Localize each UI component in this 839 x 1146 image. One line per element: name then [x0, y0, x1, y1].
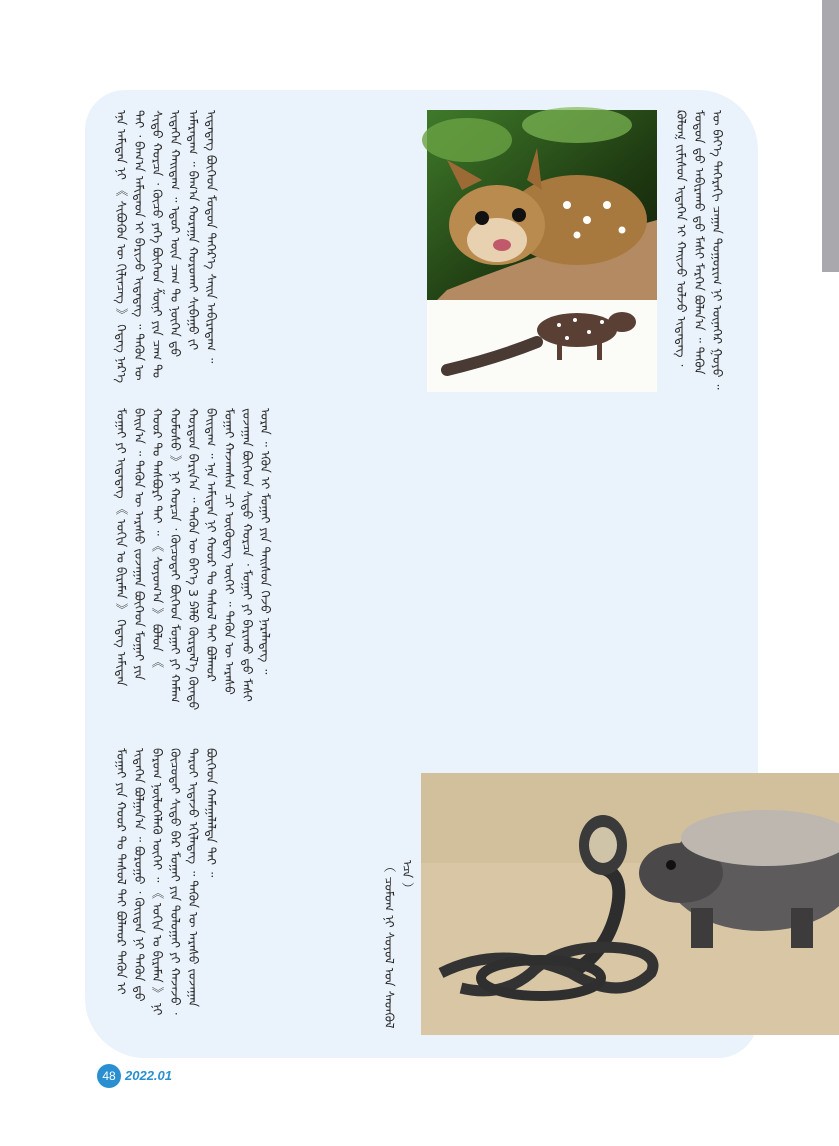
caption-text: （ ᠴᠣᠮᠣᠭ ᠨᠢ ᠰᠣᠶᠤᠯ ᠤᠨ ᠰᠡᠳᠭᠦᠯ ᠡᠴᠡ ）	[382, 860, 415, 1029]
bottom-paragraph: ᠮᠣᠭᠠᠢ ᠶᠢᠨ ᠬᠣᠣᠷ ᠲᠤ ᠳᠠᠰᠤᠯ ᠲᠠᠢ ᠪᠣᠯᠬᠣᠷ ᠲᠡᠭᠦᠨ ᠢ ᠢᠳᠡᠭᠡᠨ ᠪᠣᠯᠭᠠᠨ᠎ᠠ ᠃ ᠪᠣᠷᠣᠭᠤ ᠂ ᠬᠦᠢᠲᠡᠨ ᠨᠢ ᠲᠡᠭᠦᠨ ᠳ᠋ᠦ ᠪᠠᠷᠤᠭ ᠨᠥᠯᠦᠭᠡᠯᠡᠬᠦ ᠦᠭᠡᠢ ᠃ 《 ᠣᠬᠢᠨ ᠤ ᠪᠢᠷᠠᠮᠠᠨ 》 ᠨᠢ ᠬᠦᠴᠦᠲᠡᠢ ᠰᠢᠳᠦ ᠪᠠᠷ ᠮᠣᠭᠠᠢ ᠶᠢᠨ ᠲᠣᠯᠣᠭᠠᠢ ᠶᠢ ᠬᠠᠵᠠᠵᠤ ᠂ ᠳᠠᠷᠤᠢ ᠢᠳᠡᠵᠦ ᠡᠬᠢᠯᠡᠳᠡᠭ ᠃ ᠲᠡᠭᠦᠨ ᠦ ᠠᠷᠠᠰᠤ ᠵᠤᠵᠠᠭᠠᠨ ᠪᠥᠭᠡᠳ ᠬᠠᠮᠠᠭᠠᠯᠠᠯᠲᠠ ᠲᠠᠢ ᠃	[114, 748, 219, 1016]
text-column-top-right	[672, 110, 725, 392]
caption-column	[380, 860, 415, 1035]
badger-cobra-photo	[421, 773, 839, 1035]
page-edge-tab	[822, 0, 839, 272]
text-column-bottom	[112, 748, 372, 1033]
text-column-mid	[112, 408, 724, 713]
quoll-image	[427, 110, 657, 392]
top-right-paragraph: ᠺᠣᠯᠣᠬ᠋ ᠵᠢᠮᠢᠰᠦᠨ ᠢᠳᠡᠭᠡᠨ ᠢ ᠬᠠᠢᠵᠤ ᠣᠯᠵᠤ ᠢᠳᠡᠳᠡᠭ ᠂ ᠮᠣᠳᠣᠨ ᠳ᠋ᠤ ᠠᠪᠢᠷᠠᠬᠤ ᠳ᠋ᠤ ᠮᠠᠰᠢ ᠮᠡᠷᠭᠡᠨ ᠪᠣᠯᠠᠨ᠎ᠠ ᠃ ᠲᠡᠭᠦᠨ ᠦ ᠪᠡᠶ᠎ᠡ ᠳᠡᠭᠡᠷᠡᠬᠢ ᠴᠠᠭᠠᠨ ᠲᠣᠭᠣᠷᠢᠭ ᠨᠢ ᠦᠨᠡᠬᠡᠷ ᠭᠣᠶᠣ ᠃	[674, 110, 725, 390]
issue-label: 2022.01	[125, 1068, 172, 1083]
top-left-paragraph: ᠡᠨᠡ ᠠᠮᠢᠲᠠᠨ ᠨᠢ 《 ᠰᠢᠪᠦᠭᠦᠨ ᠦ ᠬᠢᠯᠢᠨᠴᠡᠭ 》 ᠭᠡᠳᠡᠭ ᠨᠡᠷ᠎ᠡ ᠲᠠᠢ ᠂ ᠪᠠᠭ᠎ᠠ ᠠᠮᠢᠲᠠᠳ ᠢ ᠪᠠᠷᠢᠵᠤ ᠢᠳᠡᠳᠡᠭ ᠃ ᠲᠡᠭᠦᠨ ᠦ ᠰᠢᠳᠦ ᠬᠤᠷᠴᠠ ᠂ ᠬᠦᠴᠦ ᠶᠡᠬᠡ ᠪᠥᠭᠡᠳ ᠱᠥᠨᠢ ᠶᠢᠨ ᠴᠠᠭ ᠲᠤ ᠢᠳᠡᠭᠡᠨ ᠬᠠᠢᠳᠠᠭ ᠃ ᠡᠳᠦᠷ ᠦᠨ ᠴᠠᠭ ᠲᠤ ᠨᠦᠬᠡᠨ ᠳ᠋ᠤ ᠠᠮᠠᠷᠠᠳᠠᠭ ᠃ ᠪᠠᠭ᠎ᠠ ᠬᠤᠷᠠᠭᠠ ᠬᠣᠷᠣᠬᠠᠢ ᠰᠢᠪᠠᠭᠤ ᠵᠢ ᠢᠳᠡᠳᠡᠭ ᠪᠥᠭᠡᠳ ᠮᠣᠳᠣᠨ ᠳᠡᠭᠡᠷ᠎ᠡ ᠰᠠᠢᠨ ᠠᠪᠢᠷᠠᠳᠠᠭ ᠃	[114, 110, 219, 384]
badger-cobra-image	[421, 773, 839, 1035]
quoll-photo	[427, 110, 657, 392]
text-column-top-left	[112, 110, 422, 392]
mid-paragraph: ᠮᠣᠭᠠᠢ ᠶᠢ ᠢᠳᠡᠳᠡᠭ 《 ᠣᠬᠢᠨ ᠤ ᠪᠢᠷᠠᠮᠠᠨ 》 ᠭᠡᠳᠡᠭ ᠠᠮᠢᠲᠠᠨ ᠪᠠᠢᠨ᠎ᠠ ᠃ ᠲᠡᠭᠦᠨ ᠦ ᠠᠷᠠᠰᠤ ᠵᠤᠵᠠᠭᠠᠨ ᠪᠥᠭᠡᠳ ᠮᠣᠭᠠᠢ ᠶᠢᠨ ᠬᠣᠣᠷ ᠲᠤ ᠲᠡᠰᠪᠦᠷᠢ ᠲᠠᠢ ᠃ 《 ᠰᠣᠶᠤᠭ᠎ᠠ 》 ᠪᠣᠯᠣᠨ 《 ᠬᠤᠮᠤᠰᠤ 》 ᠨᠢ ᠬᠤᠷᠴᠠ ᠂ ᠬᠦᠴᠦᠲᠡᠢ ᠪᠥᠭᠡᠳ ᠮᠣᠭᠠᠢ ᠶᠢ ᠬᠠᠮᠠᠭ ᠬᠤᠷᠳᠤᠨ ᠪᠠᠷᠢᠨ᠎ᠠ ᠃ ᠲᠡᠭᠦᠨ ᠦ ᠪᠡᠶ᠎ᠡ 3 ᠫᠡᠯᠦ ᠬᠦᠷᠲᠡᠯ᠎ᠡ ᠬᠦᠨᠳᠦ ᠪᠠᠢᠳᠠᠭ ᠃ ᠡᠨᠡ ᠠᠮᠢᠲᠠᠨ ᠨᠢ ᠬᠣᠣᠷ ᠲᠤ ᠳᠠᠰᠤᠯ ᠲᠠᠢ ᠪᠣᠯᠬᠣᠷ ᠮᠣᠭᠠᠢ ᠬᠠᠵᠠᠭᠰᠠᠨ ᠴᠢ ᠦᠬᠦᠳᠡᠭ ᠦᠭᠡᠢ ᠃ ᠲᠡᠭᠦᠨ ᠦ ᠠᠷᠠᠰᠤ ᠵᠤᠵᠠᠭᠠᠨ ᠪᠥᠭᠡᠳ ᠰᠢᠳᠦ ᠬᠤᠷᠴᠠ ᠂ ᠮᠣᠭᠠᠢ ᠶᠢ ᠪᠠᠷᠢᠬᠤ ᠳ᠋ᠤ ᠮᠠᠰᠢ ᠤᠷᠠᠨ ᠃ ᠡᠭᠦᠨ ᠢ ᠮᠣᠭᠠᠢ ᠶᠢᠨ ᠳᠠᠢᠰᠤᠨ ᠭᠡᠵᠦ ᠨᠡᠷᠡᠯᠡᠳᠡᠭ ᠃	[114, 408, 273, 711]
page-number-badge: 48	[97, 1064, 121, 1088]
